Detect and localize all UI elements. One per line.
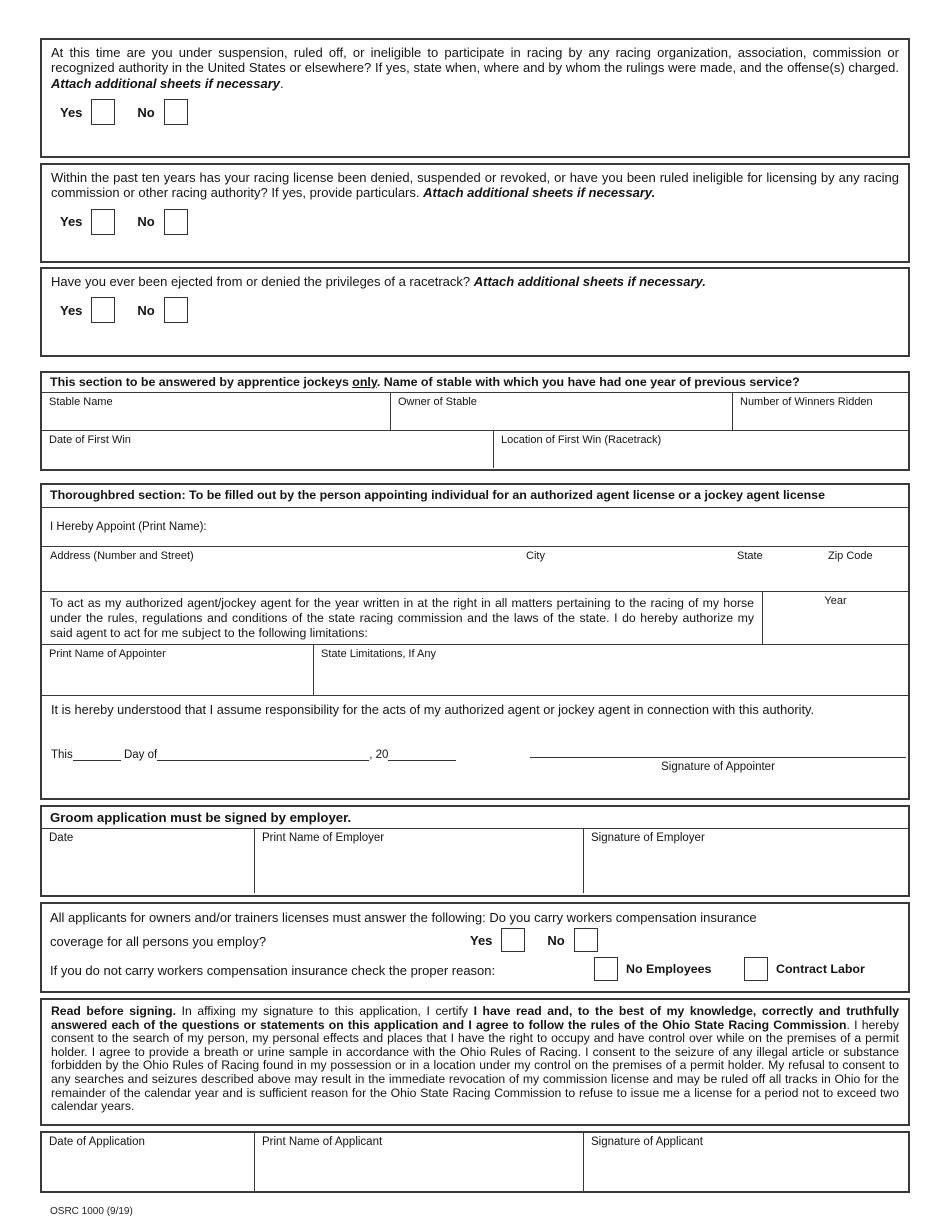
thoroughbred-section — [40, 483, 910, 800]
stable-owner-field[interactable] — [390, 393, 732, 430]
winners-ridden-label: Number of Winners Ridden — [740, 396, 873, 408]
workers-comp-yes-checkbox[interactable] — [501, 928, 525, 952]
year-blank[interactable] — [388, 748, 456, 761]
stable-name-label: Stable Name — [49, 396, 113, 408]
applicant-name-label: Print Name of Applicant — [262, 1136, 383, 1148]
application-date-label: Date of Application — [49, 1136, 145, 1148]
suspension-question-section — [40, 38, 910, 158]
question-text-run: Within the past ten years has your racing license been denied, suspended or revoked, or have you been ruled ineligible for licensing by any racing commission or other racing authority? If yes, provide particulars. — [51, 170, 899, 201]
attach-sheets-note: Attach additional sheets if necessary — [51, 75, 281, 91]
first-win-location-label: Location of First Win (Racetrack) — [501, 434, 662, 446]
suspension-no-checkbox[interactable] — [164, 99, 188, 125]
appointer-signature-line[interactable] — [530, 742, 906, 758]
ejected-yes-checkbox[interactable] — [91, 297, 115, 323]
header-text-run: This section to be answered by apprentice jockeys — [50, 375, 353, 389]
attach-sheets-note: Attach additional sheets if necessary. — [473, 274, 706, 289]
workers-comp-no-checkbox[interactable] — [574, 928, 598, 952]
city-label: City — [526, 550, 545, 562]
address-label: Address (Number and Street) — [50, 550, 194, 562]
workers-comp-section — [40, 902, 910, 993]
appointee-address-row[interactable] — [42, 547, 908, 592]
first-win-date-label: Date of First Win — [49, 434, 131, 446]
certification-text-run: . I hereby consent to the search of my person, my personal effects and places that I have the right to occupy and have control over while on the premises of a permit holder. I agree to provide a breath or urine sample in accordance with the Ohio Rules of Racing. I consent to the seizure of any illegal article or substance forbidden by the Ohio Rules of Racing found in my possession or in a location under my control on the premises of a permit holder. My refusal to consent to any searches and seizures described above may result in the immediate revocation of my commission license and may be ruled off all tracks in Ohio for the remainder of the calendar year and is sufficient reason for the Ohio State Racing Commission to refuse to issue me a license for a period not to exceed two calendar years. — [51, 1017, 900, 1114]
applicant-name-field[interactable] — [254, 1133, 583, 1191]
yes-label: Yes — [60, 302, 83, 318]
license-denied-question-section — [40, 163, 910, 263]
stable-name-field[interactable] — [42, 393, 390, 430]
first-win-date-field[interactable] — [42, 431, 493, 468]
zip-code-label: Zip Code — [828, 550, 873, 562]
date-year-prefix: , 20 — [369, 749, 389, 761]
question-text-suffix: . — [280, 75, 284, 91]
no-label: No — [137, 104, 155, 120]
read-before-signing-label: Read before signing. — [51, 1004, 176, 1018]
agent-authorization-row — [42, 592, 908, 645]
license-denied-question-text — [42, 165, 908, 201]
state-limitations-label: State Limitations, If Any — [321, 648, 436, 660]
ejected-no-checkbox[interactable] — [164, 297, 188, 323]
groom-section — [40, 805, 910, 897]
appoint-name-label: I Hereby Appoint (Print Name): — [50, 521, 207, 533]
no-label: No — [137, 302, 155, 318]
workers-comp-line1: All applicants for owners and/or trainers licenses must answer the following: Do you carry workers compensation insurance — [50, 910, 757, 925]
contract-labor-label: Contract Labor — [776, 962, 865, 976]
applicant-signature-section — [40, 1131, 910, 1193]
groom-section-header: Groom application must be signed by employer. — [42, 807, 908, 829]
applicant-signature-field[interactable] — [583, 1133, 908, 1191]
appointer-signature-label: Signature of Appointer — [661, 761, 775, 773]
day-number-blank[interactable] — [73, 748, 121, 761]
apprentice-jockey-section — [40, 371, 910, 471]
ejected-question-text — [42, 269, 908, 289]
ejected-yes-no-row — [60, 297, 908, 323]
groom-date-field[interactable] — [42, 829, 254, 893]
execution-date-line — [51, 748, 456, 761]
state-label: State — [737, 550, 763, 562]
suspension-yes-no-row — [60, 99, 908, 125]
date-this-label: This — [51, 749, 73, 761]
appointer-names-row — [42, 645, 908, 696]
no-employees-checkbox[interactable] — [594, 957, 618, 981]
date-day-of-label: Day of — [123, 749, 158, 761]
applicant-signature-label: Signature of Applicant — [591, 1136, 703, 1148]
attach-sheets-note: Attach additional sheets if necessary. — [423, 185, 656, 201]
applicant-signature-row — [42, 1133, 908, 1191]
month-blank[interactable] — [157, 748, 369, 761]
license-denied-yes-no-row — [60, 209, 908, 235]
responsibility-row — [42, 696, 908, 792]
yes-label: Yes — [470, 932, 493, 948]
agent-authorization-text: To act as my authorized agent/jockey agent for the year written in at the right in all matters pertaining to the racing of my horse under the rules, regulations and conditions of the state racing commission and the laws of the state. I do hereby authorize my said agent to act for me subject to the following limitations: — [50, 596, 754, 640]
employer-name-label: Print Name of Employer — [262, 832, 385, 844]
first-win-location-field[interactable] — [493, 431, 908, 468]
certification-text-run: In affixing my signature to this application, I certify — [175, 1004, 474, 1018]
appoint-name-field[interactable] — [42, 508, 908, 547]
no-employees-label: No Employees — [626, 962, 712, 976]
apprentice-row-2 — [42, 431, 908, 468]
employer-signature-label: Signature of Employer — [591, 832, 705, 844]
appointer-signature-block — [530, 742, 906, 773]
employer-signature-field[interactable] — [583, 829, 908, 893]
header-underlined-word: only — [352, 375, 377, 389]
workers-comp-line3: If you do not carry workers compensation insurance check the proper reason: — [50, 963, 496, 978]
apprentice-row-1 — [42, 393, 908, 431]
employer-name-field[interactable] — [254, 829, 583, 893]
certification-bold-statement: I have read and, to the best of my knowledge, correctly and truthfully answered each of the questions or statements on this application and I agree to follow the rules of the Ohio State Racing Commission — [51, 1004, 899, 1032]
license-denied-yes-checkbox[interactable] — [91, 209, 115, 235]
no-label: No — [137, 214, 155, 230]
yes-label: Yes — [60, 104, 83, 120]
yes-label: Yes — [60, 214, 83, 230]
workers-comp-yes-no-row — [470, 928, 598, 952]
year-label: Year — [824, 595, 847, 607]
workers-comp-line2: coverage for all persons you employ? — [50, 934, 267, 949]
year-field[interactable] — [762, 592, 908, 644]
appointer-name-label: Print Name of Appointer — [49, 648, 166, 660]
license-denied-no-checkbox[interactable] — [164, 209, 188, 235]
form-number: OSRC 1000 (9/19) — [50, 1206, 133, 1217]
suspension-yes-checkbox[interactable] — [91, 99, 115, 125]
appointer-name-field[interactable] — [42, 645, 313, 695]
question-text-run: At this time are you under suspension, ruled off, or ineligible to participate in racing by any racing organization, association, commission or recognized authority in the United States or elsewhere? If yes, state when, where and by whom the rulings were made, and the offense(s) charged. — [51, 45, 899, 76]
ejected-question-section — [40, 267, 910, 357]
groom-signature-row — [42, 829, 908, 893]
certification-section — [40, 998, 910, 1126]
no-label: No — [547, 932, 565, 948]
application-date-field[interactable] — [42, 1133, 254, 1191]
groom-date-label: Date — [49, 832, 74, 844]
suspension-question-text — [42, 40, 908, 91]
winners-ridden-field[interactable] — [732, 393, 908, 430]
contract-labor-option — [744, 957, 865, 981]
responsibility-text: It is hereby understood that I assume responsibility for the acts of my authorized agent or jockey agent in connection with this authority. — [51, 702, 815, 717]
state-limitations-field[interactable] — [313, 645, 908, 695]
question-text-run: Have you ever been ejected from or denied the privileges of a racetrack? — [51, 274, 474, 289]
no-employees-option — [594, 957, 711, 981]
certification-text — [42, 1000, 908, 1119]
apprentice-section-header — [42, 373, 908, 393]
contract-labor-checkbox[interactable] — [744, 957, 768, 981]
thoroughbred-section-header: Thoroughbred section: To be filled out by the person appointing individual for an authorized agent license or a jockey agent license — [42, 485, 908, 508]
header-text-run: . Name of stable with which you have had one year of previous service? — [376, 375, 800, 389]
stable-owner-label: Owner of Stable — [398, 396, 477, 408]
